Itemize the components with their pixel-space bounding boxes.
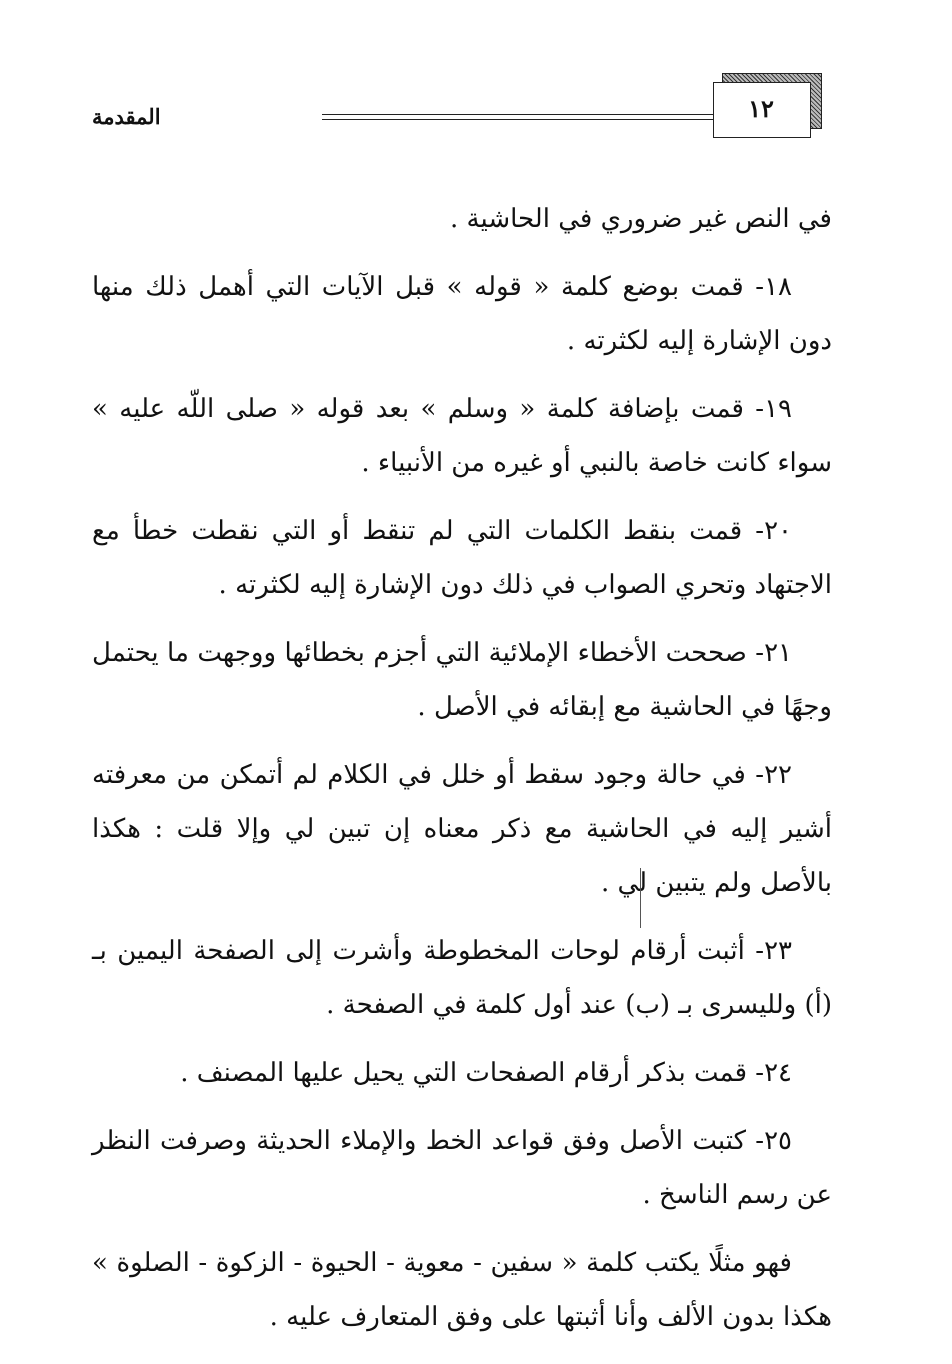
paragraph-item-18: ١٨- قمت بوضع كلمة « قوله » قبل الآيات التي أهمل ذلك منها دون الإشارة إليه لكثرته . <box>92 272 832 356</box>
paragraph-item-19: ١٩- قمت بإضافة كلمة « وسلم » بعد قوله « صلى اللّه عليه » سواء كانت خاصة بالنبي أو غيره من الأنبياء . <box>92 394 832 478</box>
header-rule-top <box>322 114 714 115</box>
section-title: المقدمة <box>92 104 161 129</box>
paragraph-item-25: ٢٥- كتبت الأصل وفق قواعد الخط والإملاء الحديثة وصرفت النظر عن رسم الناسخ . <box>92 1126 832 1210</box>
paragraph-item-23: ٢٣- أثبت أرقام لوحات المخطوطة وأشرت إلى الصفحة اليمين بـ (أ) ولليسرى بـ (ب) عند أول كلمة في الصفحة . <box>92 936 832 1020</box>
paragraph-item-21: ٢١- صححت الأخطاء الإملائية التي أجزم بخطائها ووجهت ما يحتمل وجهًا في الحاشية مع إبقائه في الأصل . <box>92 638 832 722</box>
paragraph-item-22: ٢٢- في حالة وجود سقط أو خلل في الكلام لم أتمكن من معرفته أشير إليه في الحاشية مع ذكر معناه إن تبين لي وإلا قلت : هكذا بالأصل ولم يتبين لي . <box>92 760 832 898</box>
paragraph-item-20: ٢٠- قمت بنقط الكلمات التي لم تنقط أو التي نقطت خطأ مع الاجتهاد وتحري الصواب في ذلك دون الإشارة إليه لكثرته . <box>92 516 832 600</box>
paragraph-continuation: في النص غير ضروري في الحاشية . <box>450 204 832 234</box>
paragraph-example: فهو مثلًا يكتب كلمة « سفين - معوية - الحيوة - الزكوة - الصلوة » هكذا بدون الألف وأنا أثبتها على وفق المتعارف عليه . <box>92 1248 832 1332</box>
body-text <box>92 192 832 1358</box>
header-rule-bottom <box>322 119 714 120</box>
paragraph-item-24: ٢٤- قمت بذكر أرقام الصفحات التي يحيل عليها المصنف . <box>180 1058 792 1088</box>
page-number: ١٢ <box>748 94 774 123</box>
text-cursor-line <box>640 868 641 928</box>
